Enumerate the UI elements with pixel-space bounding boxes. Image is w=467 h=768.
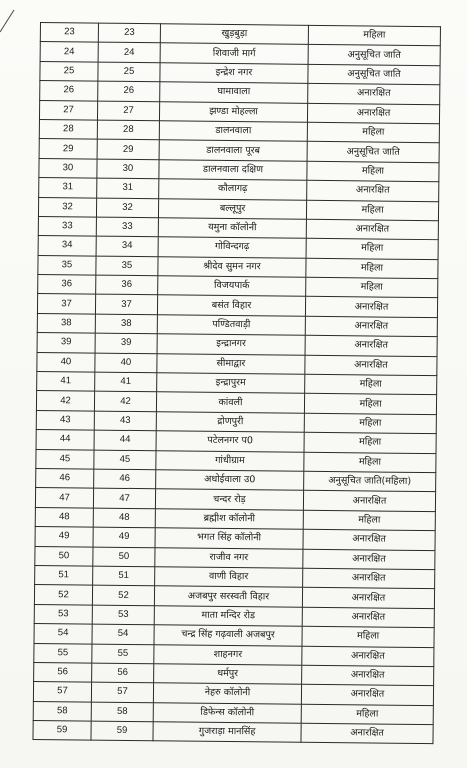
reservation-category-cell: महिला — [306, 239, 438, 260]
serial-number-cell: 26 — [40, 81, 98, 101]
ward-number-cell: 41 — [95, 372, 157, 392]
ward-number-cell: 54 — [92, 624, 154, 644]
serial-number-cell: 56 — [34, 662, 92, 682]
serial-number-cell: 44 — [36, 430, 94, 450]
reservation-category-cell: अनुसूचित जाति — [307, 142, 439, 163]
ward-name-cell: बसंत विहार — [157, 295, 305, 316]
ward-number-cell: 43 — [94, 411, 156, 431]
serial-number-cell: 30 — [39, 158, 97, 178]
ward-name-cell: धर्मपुर — [154, 664, 302, 685]
ward-number-cell: 25 — [98, 62, 160, 82]
reservation-category-cell: अनारक्षित — [307, 103, 439, 124]
ward-name-cell: इन्द्रापुरम — [157, 373, 305, 394]
serial-number-cell: 31 — [39, 178, 97, 198]
reservation-category-cell: अनारक्षित — [303, 491, 435, 512]
reservation-category-cell: अनुसूचित जाति(महिला) — [304, 471, 436, 492]
ward-number-cell: 57 — [91, 682, 153, 702]
ward-number-cell: 49 — [93, 527, 155, 547]
serial-number-cell: 39 — [37, 333, 95, 353]
reservation-category-cell: अनारक्षित — [301, 723, 433, 744]
ward-number-cell: 35 — [96, 256, 158, 276]
reservation-category-cell: अनारक्षित — [303, 568, 435, 589]
ward-name-cell: घामावाला — [160, 82, 308, 103]
ward-name-cell: सीमाद्वार — [157, 353, 305, 374]
ward-number-cell: 33 — [96, 217, 158, 237]
ward-number-cell: 39 — [95, 333, 157, 353]
serial-number-cell: 48 — [35, 507, 93, 527]
ward-number-cell: 53 — [92, 605, 154, 625]
ward-name-cell: विजयपार्क — [158, 276, 306, 297]
ward-number-cell: 59 — [91, 721, 153, 741]
serial-number-cell: 55 — [34, 643, 92, 663]
ward-name-cell: गुजराड़ा मानसिंह — [153, 722, 301, 743]
reservation-category-cell: अनारक्षित — [302, 646, 434, 667]
serial-number-cell: 32 — [38, 197, 96, 217]
ward-number-cell: 37 — [95, 295, 157, 315]
ward-number-cell: 55 — [92, 644, 154, 664]
reservation-category-cell: अनारक्षित — [301, 685, 433, 706]
reservation-category-cell: महिला — [304, 452, 436, 473]
serial-number-cell: 53 — [34, 604, 92, 624]
ward-name-cell: पण्डितवाड़ी — [157, 315, 305, 336]
table-body — [33, 23, 440, 745]
ward-name-cell: डिफेन्स कॉलोनी — [153, 702, 301, 723]
ward-number-cell: 26 — [98, 81, 160, 101]
reservation-category-cell: महिला — [302, 626, 434, 647]
ward-number-cell: 47 — [93, 488, 155, 508]
ward-name-cell: चन्द्र सिंह गढ़वाली अजबपुर — [154, 625, 302, 646]
reservation-category-cell: अनारक्षित — [305, 297, 437, 318]
ward-name-cell: वाणी विहार — [155, 567, 303, 588]
ward-name-cell: शाहनगर — [154, 644, 302, 665]
reservation-category-cell: महिला — [304, 394, 436, 415]
ward-name-cell: यमुना कॉलोनी — [158, 218, 306, 239]
ward-name-cell: डालनवाला पूरब — [159, 140, 307, 161]
ward-number-cell: 38 — [95, 314, 157, 334]
serial-number-cell: 23 — [40, 23, 98, 43]
ward-name-cell: इन्द्रेश नगर — [160, 63, 308, 84]
serial-number-cell: 46 — [36, 468, 94, 488]
ward-number-cell: 27 — [97, 101, 159, 121]
serial-number-cell: 38 — [37, 313, 95, 333]
ward-number-cell: 56 — [92, 663, 154, 683]
ward-number-cell: 48 — [93, 508, 155, 528]
ward-number-cell: 31 — [97, 178, 159, 198]
ward-name-cell: श्रीदेव सुमन नगर — [158, 256, 306, 277]
reservation-category-cell: अनारक्षित — [302, 665, 434, 686]
serial-number-cell: 58 — [33, 701, 91, 721]
ward-number-cell: 36 — [96, 275, 158, 295]
serial-number-cell: 25 — [40, 61, 98, 81]
reservation-category-cell: महिला — [306, 200, 438, 221]
ward-number-cell: 34 — [96, 236, 158, 256]
table-row — [33, 721, 433, 745]
ward-number-cell: 24 — [98, 43, 160, 63]
serial-number-cell: 41 — [37, 372, 95, 392]
ward-name-cell: चन्दर रोड़ — [155, 489, 303, 510]
ward-number-cell: 29 — [97, 139, 159, 159]
reservation-category-cell: महिला — [306, 258, 438, 279]
ward-name-cell: बल्लूपुर — [158, 198, 306, 219]
reservation-category-cell: महिला — [304, 432, 436, 453]
ward-number-cell: 46 — [94, 469, 156, 489]
reservation-category-cell: अनारक्षित — [302, 588, 434, 609]
ward-name-cell: इन्द्रानगर — [157, 334, 305, 355]
serial-number-cell: 54 — [34, 624, 92, 644]
ward-number-cell: 32 — [96, 198, 158, 218]
reservation-category-cell: अनारक्षित — [302, 607, 434, 628]
ward-number-cell: 30 — [97, 159, 159, 179]
reservation-category-cell: अनारक्षित — [303, 549, 435, 570]
serial-number-cell: 29 — [39, 139, 97, 159]
reservation-category-cell: अनारक्षित — [306, 219, 438, 240]
serial-number-cell: 40 — [37, 352, 95, 372]
serial-number-cell: 37 — [37, 294, 95, 314]
ward-number-cell: 42 — [94, 392, 156, 412]
serial-number-cell: 28 — [39, 119, 97, 139]
reservation-category-cell: अनारक्षित — [305, 316, 437, 337]
serial-number-cell: 35 — [38, 255, 96, 275]
reservation-category-cell: महिला — [303, 510, 435, 531]
ward-name-cell: ब्रह्मीश कॉलोनी — [155, 509, 303, 530]
ward-reservation-table — [32, 22, 441, 745]
serial-number-cell: 27 — [39, 100, 97, 120]
ward-number-cell: 51 — [93, 566, 155, 586]
reservation-category-cell: महिला — [307, 161, 439, 182]
serial-number-cell: 45 — [36, 449, 94, 469]
ward-name-cell: डालनवाला — [159, 121, 307, 142]
ward-number-cell: 45 — [94, 450, 156, 470]
reservation-category-cell: महिला — [307, 122, 439, 143]
serial-number-cell: 33 — [38, 216, 96, 236]
ward-name-cell: कौलागढ़ — [159, 179, 307, 200]
serial-number-cell: 42 — [36, 391, 94, 411]
ward-number-cell: 52 — [92, 585, 154, 605]
serial-number-cell: 50 — [35, 546, 93, 566]
reservation-category-cell: अनुसूचित जाति — [308, 64, 440, 85]
serial-number-cell: 36 — [38, 275, 96, 295]
serial-number-cell: 24 — [40, 42, 98, 62]
ward-name-cell: कांवली — [156, 392, 304, 413]
reservation-category-cell: अनारक्षित — [307, 180, 439, 201]
ward-name-cell: राजीव नगर — [155, 547, 303, 568]
reservation-category-cell: महिला — [308, 25, 440, 46]
ward-name-cell: शिवाजी मार्ग — [160, 43, 308, 64]
ward-number-cell: 23 — [98, 23, 160, 43]
serial-number-cell: 34 — [38, 236, 96, 256]
ward-number-cell: 58 — [91, 702, 153, 722]
ward-name-cell: भगत सिंह कॉलोनी — [155, 528, 303, 549]
reservation-category-cell: अनारक्षित — [308, 83, 440, 104]
ward-name-cell: नेहरु कॉलोनी — [153, 683, 301, 704]
ward-name-cell: द्रोणपुरी — [156, 412, 304, 433]
reservation-category-cell: महिला — [301, 704, 433, 725]
ward-number-cell: 40 — [95, 353, 157, 373]
serial-number-cell: 59 — [33, 721, 91, 741]
serial-number-cell: 51 — [35, 565, 93, 585]
ward-name-cell: डालनवाला दक्षिण — [159, 159, 307, 180]
ward-name-cell: पटेलनगर प0 — [156, 431, 304, 452]
ward-name-cell: अजबपुर सरस्वती विहार — [154, 586, 302, 607]
ward-number-cell: 28 — [97, 120, 159, 140]
ward-name-cell: गोविन्दगढ़ — [158, 237, 306, 258]
serial-number-cell: 49 — [35, 527, 93, 547]
ward-name-cell: खुड़बुड़ा — [160, 24, 308, 45]
ward-name-cell: गांधीग्राम — [156, 450, 304, 471]
reservation-category-cell: अनारक्षित — [305, 355, 437, 376]
reservation-category-cell: महिला — [305, 374, 437, 395]
reservation-category-cell: अनुसूचित जाति — [308, 45, 440, 66]
reservation-category-cell: महिला — [304, 413, 436, 434]
ward-name-cell: माता मन्दिर रोड — [154, 605, 302, 626]
ward-number-cell: 44 — [94, 430, 156, 450]
ward-name-cell: झण्डा मोहल्ला — [159, 101, 307, 122]
serial-number-cell: 57 — [33, 682, 91, 702]
serial-number-cell: 52 — [34, 585, 92, 605]
corner-mark — [0, 0, 40, 40]
serial-number-cell: 47 — [35, 488, 93, 508]
serial-number-cell: 43 — [36, 410, 94, 430]
reservation-category-cell: महिला — [306, 277, 438, 298]
ward-name-cell: अधोईवाला उ0 — [156, 470, 304, 491]
ward-number-cell: 50 — [93, 547, 155, 567]
reservation-category-cell: अनारक्षित — [305, 336, 437, 357]
reservation-category-cell: अनारक्षित — [303, 529, 435, 550]
